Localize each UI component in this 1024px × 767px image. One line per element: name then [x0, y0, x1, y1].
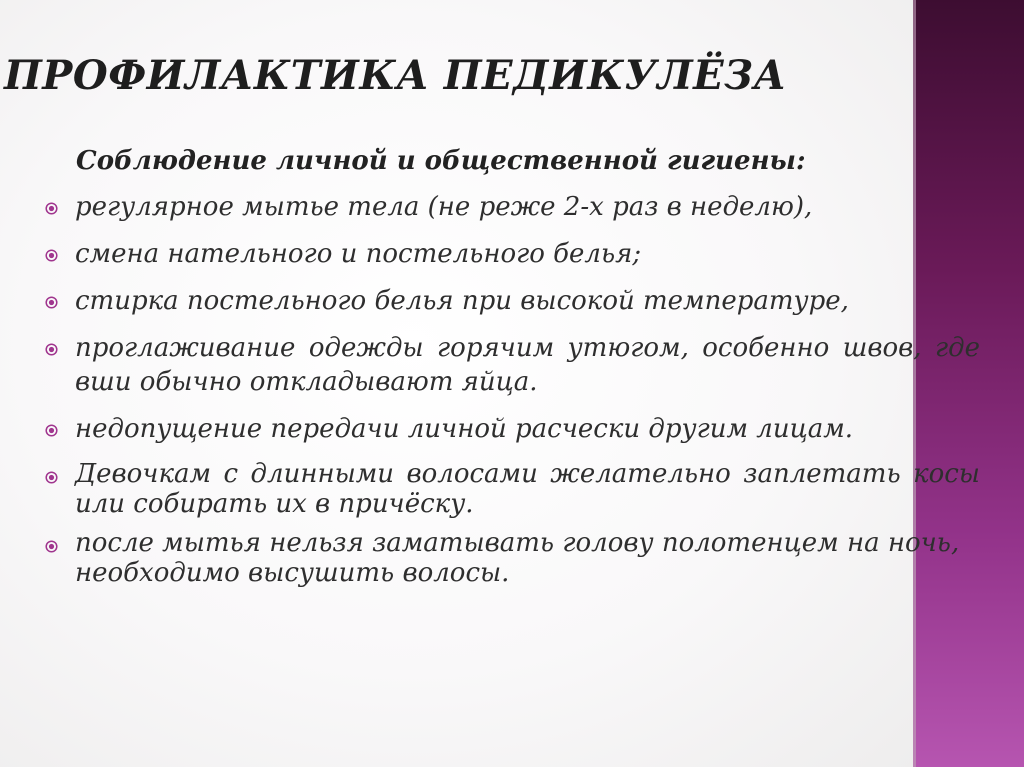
circle-bullet-icon: [45, 471, 58, 484]
bullet-text: недопущение передачи личной расчески другим лицам.: [75, 414, 854, 444]
bullet-text: регулярное мытье тела (не реже 2-х раз в неделю),: [75, 192, 813, 222]
bullet-item: [42, 284, 980, 318]
circle-bullet-icon: [45, 249, 58, 262]
circle-bullet-icon: [45, 296, 58, 309]
circle-bullet-icon: [45, 424, 58, 437]
bullet-text: Девочкам с длинными волосами желательно заплетать косы или собирать их в причёску.: [75, 459, 980, 519]
bullet-item: [42, 237, 980, 271]
bullet-text: смена нательного и постельного белья;: [75, 239, 642, 269]
bullet-item: [42, 412, 980, 446]
bullet-list: [42, 190, 980, 597]
bullet-item: [42, 331, 980, 399]
circle-bullet-icon: [45, 540, 58, 553]
bullet-text: проглаживание одежды горячим утюгом, особенно швов, где вши обычно откладывают яйца.: [75, 333, 980, 397]
bullet-item: [42, 528, 980, 588]
bullet-text: стирка постельного белья при высокой температуре,: [75, 286, 849, 316]
bullet-item: [42, 190, 980, 224]
slide-subtitle: Соблюдение личной и общественной гигиены:: [76, 146, 806, 176]
slide-title: ПРОФИЛАКТИКА ПЕДИКУЛЁЗА: [4, 52, 787, 99]
bullet-text: после мытья нельзя заматывать голову полотенцем на ночь, необходимо высушить волосы.: [75, 528, 960, 588]
circle-bullet-icon: [45, 202, 58, 215]
bullet-item: [42, 459, 980, 519]
circle-bullet-icon: [45, 343, 58, 356]
